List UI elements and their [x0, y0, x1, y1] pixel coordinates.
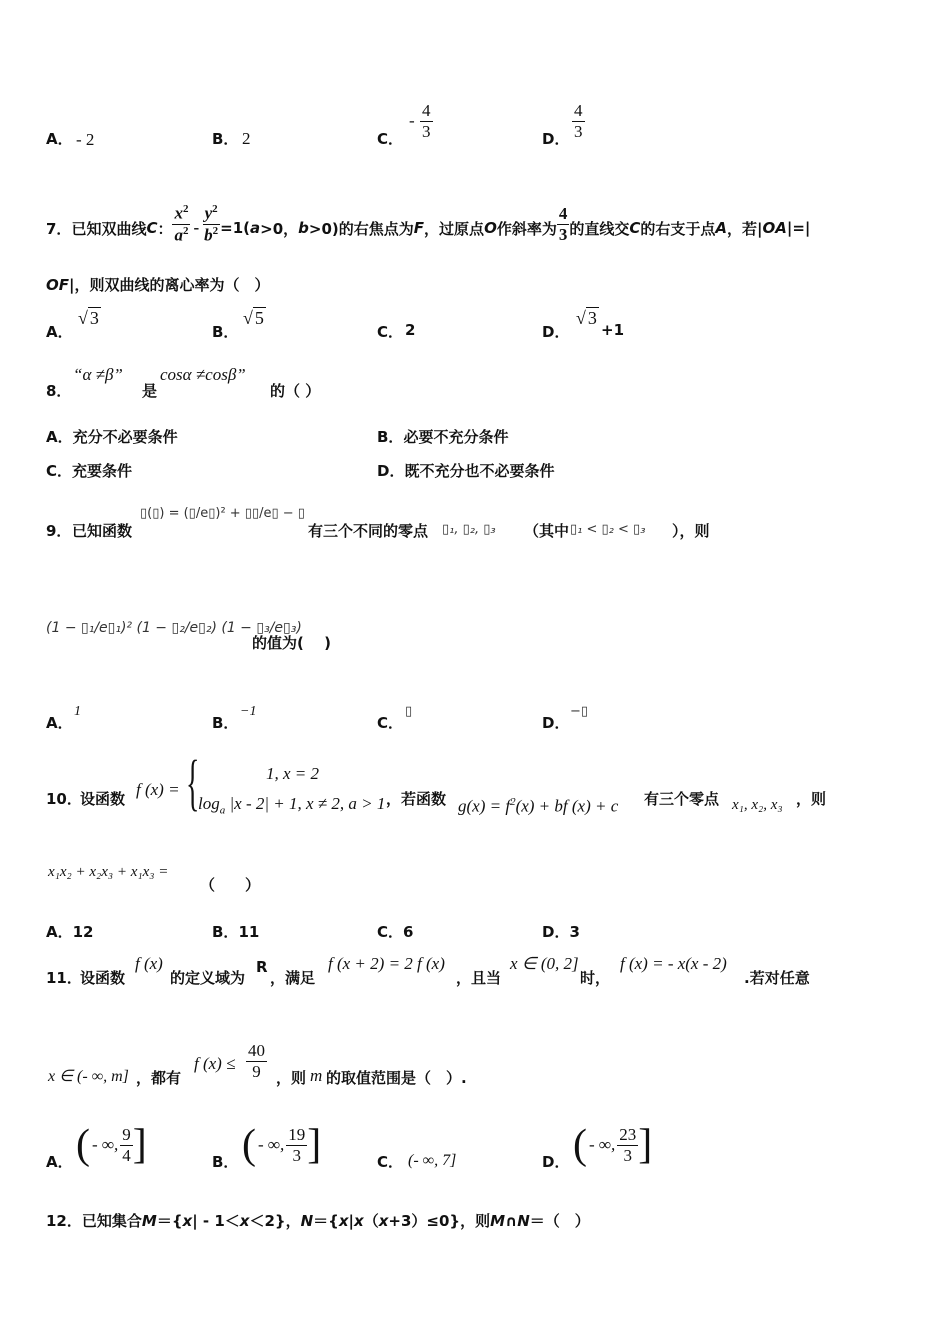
q7-minus: -: [193, 218, 200, 237]
q11-option-b-lparen: (: [242, 1122, 256, 1168]
q7-text-g: ，若|: [727, 219, 763, 238]
q7-x-sq: 2: [182, 203, 189, 215]
q12-text-g: （: [363, 1212, 379, 1230]
q6-option-c-den: 3: [422, 121, 431, 141]
q7-frac-y2-b2: [202, 204, 220, 244]
q9-option-d-label: D．: [542, 714, 570, 732]
q8-option-a-label: A．: [46, 428, 73, 446]
question-12: [46, 1210, 590, 1231]
q10-option-b-label: B．: [212, 923, 239, 941]
q7-frac-x2-a2: [172, 204, 190, 244]
q7-option-d-label: D．: [542, 323, 570, 341]
q11-eq2: f (x) = - x(x - 2): [620, 954, 727, 973]
q11-text-a: 设函数: [80, 969, 126, 987]
q9-option-b-label: B．: [212, 714, 239, 732]
q8-option-b-value: 必要不充分条件: [403, 428, 509, 446]
q7-colon: ：: [157, 219, 173, 238]
q11-text-g: ，都有: [136, 1069, 182, 1087]
q7-option-a-label: A．: [46, 323, 73, 341]
q11-option-d-fraction: [617, 1126, 638, 1165]
q12-text-d: ＜2}，: [249, 1212, 301, 1230]
q11-option-a-interval: [76, 1124, 147, 1166]
q6-option-b-value: 2: [242, 129, 251, 148]
q10-gx: [458, 796, 618, 817]
q11-option-b-fraction: [286, 1126, 307, 1165]
q7-slope-fraction: [557, 205, 570, 244]
q6-option-c-sign: -: [409, 111, 415, 130]
q8-option-d: [377, 460, 554, 481]
q6-option-d-label: D．: [542, 130, 570, 148]
q7-x: x: [174, 203, 183, 223]
q10-number: 10．: [46, 790, 82, 808]
q12-text-i: ＝（ ）: [529, 1212, 590, 1230]
q11-text-e: 时，: [580, 969, 611, 987]
q7-option-b-rad: 5: [254, 308, 264, 328]
q12-x5: x: [378, 1212, 389, 1230]
q7-text-f: 的右支于点: [640, 219, 716, 238]
q8-tail: 的（ ）: [270, 382, 321, 400]
q9-option-a-value: 1: [74, 704, 81, 719]
q7-var-of: OF: [46, 276, 69, 294]
q7-a-sq: 2: [182, 224, 189, 237]
q9-order: ▯₁ < ▯₂ < ▯₃: [570, 522, 646, 537]
q11-text-i: 的取值范围是（ ）.: [326, 1069, 467, 1087]
q7-option-d-suffix: +1: [601, 321, 625, 339]
q11-text-d: ，且当: [456, 969, 502, 987]
q8-cond1: “α ≠β”: [73, 365, 123, 384]
q6-option-a-label: A．: [46, 130, 73, 148]
q7-a-var: a: [250, 219, 261, 237]
q11-range: x ∈ (- ∞, m]: [48, 1068, 129, 1085]
q7-b-sq: 2: [212, 224, 219, 237]
q8-option-d-label: D．: [377, 462, 405, 480]
q11-option-d-rbracket: ]: [638, 1122, 653, 1168]
q11-option-c-value: (- ∞, 7]: [408, 1152, 457, 1169]
q7-y: y: [204, 203, 213, 223]
q12-text-a: 已知集合: [81, 1212, 142, 1230]
q8-option-c-value: 充要条件: [72, 462, 133, 480]
q9-option-c-value: ▯: [405, 704, 413, 719]
q12-x2: x: [239, 1212, 250, 1230]
q11-option-d-left: - ∞,: [589, 1135, 616, 1154]
q11-option-c-label: C．: [377, 1153, 404, 1171]
q7-number: 7．: [46, 219, 72, 238]
q9-option-a-label: A．: [46, 714, 73, 732]
q10-option-c-value: 6: [403, 923, 414, 941]
q8-is: 是: [142, 382, 158, 400]
q7-y-sq: 2: [212, 203, 218, 215]
q7-option-a-rad: 3: [89, 308, 99, 328]
q10-zeros: x₁, x₂, x₃: [732, 797, 783, 813]
q7-text-a: 已知双曲线: [71, 219, 147, 238]
q10-gx-head: g(x) = f: [458, 796, 511, 816]
q7-text-c: ，过原点: [424, 219, 485, 238]
q10-option-a-label: A．: [46, 923, 73, 941]
q11-option-b-label: B．: [212, 1153, 239, 1171]
q9-text-a: 已知函数: [72, 522, 133, 540]
q7-option-b-label: B．: [212, 323, 239, 341]
q11-option-b-left: - ∞,: [258, 1135, 285, 1154]
q10-log-base: a: [219, 804, 226, 817]
q7-option-c-label: C．: [377, 323, 404, 341]
q12-x4: x: [354, 1212, 364, 1230]
q11-dom: x ∈ (0, 2]: [510, 954, 579, 973]
q9-formula: ▯(▯) = (▯/e▯)² + ▯▯/e▯ − ▯: [140, 506, 305, 521]
q6-option-d-num: 4: [574, 101, 583, 120]
q6-option-c-label: C．: [377, 130, 404, 148]
q10-gx-rest: (x) + bf (x) + c: [515, 796, 619, 816]
q8-option-a: [46, 426, 178, 447]
q7-stem-line2: [46, 274, 269, 295]
q10-fx: f (x) =: [136, 780, 180, 799]
q11-option-b-interval: [242, 1124, 321, 1166]
q7-gt0a: >0，: [260, 219, 299, 238]
q7-b: b: [204, 225, 213, 245]
q10-option-d-value: 3: [569, 923, 580, 941]
q11-r: R: [256, 958, 268, 976]
q11-ineq-den: 9: [252, 1061, 261, 1081]
q7-text-i: |，则双曲线的离心率为（ ）: [69, 276, 270, 294]
q12-var-m: M: [141, 1212, 157, 1230]
q12-var-n: N: [300, 1212, 314, 1230]
q11-eq1: f (x + 2) = 2 f (x): [328, 954, 445, 973]
q12-text-h: +3）≤0}，则: [388, 1212, 491, 1230]
q11-text-h: ，则: [276, 1069, 307, 1087]
q11-option-d-den: 3: [623, 1145, 633, 1165]
q11-text-b: 的定义域为: [170, 969, 246, 987]
q10-log: log: [198, 794, 220, 813]
q7-slope-den: 3: [558, 224, 568, 244]
q9-text-d: ），则: [672, 522, 710, 540]
q7-b-var: b: [298, 219, 309, 237]
q7-var-o: O: [484, 219, 497, 237]
q9-text-c: （其中: [524, 522, 570, 540]
q11-option-d-num: 23: [619, 1124, 637, 1144]
q7-var-c2: C: [629, 219, 641, 237]
q8-option-c-label: C．: [46, 462, 73, 480]
q6-option-d-den: 3: [574, 121, 583, 141]
q6-option-c-fraction: [420, 102, 433, 141]
q7-a: a: [174, 225, 183, 245]
q11-option-a-num: 9: [122, 1124, 131, 1144]
q11-option-a-label: A．: [46, 1153, 73, 1171]
q7-text-d: 作斜率为: [496, 219, 557, 238]
q7-option-c-value: 2: [405, 321, 416, 339]
q12-m-cap-n: M∩N: [490, 1212, 530, 1230]
q11-m: m: [310, 1066, 323, 1085]
q6-option-a-value: - 2: [76, 130, 95, 149]
q10-text-a: 设函数: [80, 790, 126, 808]
q9-number: 9．: [46, 522, 72, 540]
q7-var-f: F: [413, 219, 425, 237]
q8-option-b: [377, 426, 508, 447]
q6-option-c-num: 4: [422, 101, 431, 120]
q7-text-h: |=|: [786, 219, 811, 237]
q7-option-a-sqrt: √ 3: [78, 308, 99, 328]
q7-gt0b: >0)的右焦点为: [308, 219, 414, 238]
q8-option-d-value: 既不充分也不必要条件: [404, 462, 555, 480]
q10-option-c: [377, 921, 413, 942]
q8-number: 8．: [46, 382, 72, 400]
q11-option-a-lparen: (: [76, 1122, 90, 1168]
q8-option-c: [46, 460, 132, 481]
q10-case2: [198, 794, 385, 816]
q10-text-d: ，则: [796, 790, 827, 808]
q11-option-a-rbracket: ]: [132, 1122, 147, 1168]
q11-option-d-interval: [573, 1124, 652, 1166]
q7-option-d-sqrt: √ 3: [576, 308, 597, 328]
q10-option-a: [46, 921, 93, 942]
q10-paren: （ ）: [200, 876, 261, 894]
q11-ineq-num: 40: [248, 1041, 265, 1060]
q8-option-b-label: B．: [377, 428, 404, 446]
q7-slope-num: 4: [558, 203, 568, 223]
q12-text-f: |: [348, 1212, 355, 1230]
q7-text-e: 的直线交: [569, 219, 630, 238]
q11-fx: f (x): [135, 954, 163, 973]
q11-option-a-left: - ∞,: [92, 1135, 119, 1154]
q10-option-d: [542, 921, 580, 942]
q11-option-b-den: 3: [292, 1145, 302, 1165]
q11-option-d-lparen: (: [573, 1122, 587, 1168]
q11-text-c: ，满足: [270, 969, 316, 987]
q12-text-e: ＝{: [313, 1212, 339, 1230]
q10-gx-sup: 2: [510, 796, 516, 808]
q9-option-c-label: C．: [377, 714, 404, 732]
q11-option-a-fraction: [120, 1126, 133, 1165]
q11-option-d-label: D．: [542, 1153, 570, 1171]
q7-var-c: C: [146, 219, 158, 237]
q10-sum: x₁x₂ + x₂x₃ + x₁x₃ =: [48, 864, 169, 880]
q6-option-d-fraction: [572, 102, 585, 141]
q9-option-b-value: −1: [240, 704, 257, 719]
q7-option-b-sqrt: √ 5: [243, 308, 264, 328]
q10-text-b: ，若函数: [386, 790, 447, 808]
q11-option-b-rbracket: ]: [307, 1122, 322, 1168]
q9-zeros: ▯₁, ▯₂, ▯₃: [442, 522, 496, 537]
q10-case1: 1, x = 2: [266, 764, 320, 783]
q7-var-a: A: [715, 219, 727, 237]
q9-expression: (1 − ▯₁/e▯₁)² (1 − ▯₂/e▯₂) (1 − ▯₃/e▯₃): [46, 620, 302, 636]
q11-text-f: .若对任意: [744, 969, 810, 987]
q6-option-b-label: B．: [212, 130, 239, 148]
q11-ineq: f (x) ≤: [194, 1054, 236, 1073]
q7-option-d-rad: 3: [587, 308, 597, 328]
q7-text-b: =1(: [220, 219, 251, 237]
q10-option-b-value: 11: [238, 923, 260, 941]
q8-cond2: cosα ≠cosβ”: [160, 365, 246, 384]
q10-option-c-label: C．: [377, 923, 404, 941]
q12-x3: x: [338, 1212, 349, 1230]
q11-number: 11．: [46, 969, 82, 987]
q10-option-b: [212, 921, 259, 942]
q7-stem-line1: [46, 203, 811, 245]
q9-option-d-value: −▯: [570, 704, 589, 719]
q12-number: 12．: [46, 1212, 82, 1230]
q11-option-b-num: 19: [288, 1124, 306, 1144]
q10-left-brace: {: [186, 749, 200, 817]
q7-var-oa: OA: [762, 219, 787, 237]
q9-text-b: 有三个不同的零点: [308, 522, 429, 540]
q10-option-d-label: D．: [542, 923, 570, 941]
q11-option-a-den: 4: [122, 1145, 131, 1165]
q10-case2-rest: |x - 2| + 1, x ≠ 2, a > 1: [229, 794, 386, 813]
q11-ineq-fraction: [246, 1042, 267, 1081]
q12-text-c: | - 1＜: [192, 1212, 240, 1230]
q10-text-c: 有三个零点: [644, 790, 720, 808]
q9-text-e: 的值为( ): [252, 634, 331, 652]
q10-option-a-value: 12: [72, 923, 94, 941]
q8-option-a-value: 充分不必要条件: [72, 428, 178, 446]
q12-text-b: ＝{: [156, 1212, 183, 1230]
q12-x1: x: [182, 1212, 193, 1230]
